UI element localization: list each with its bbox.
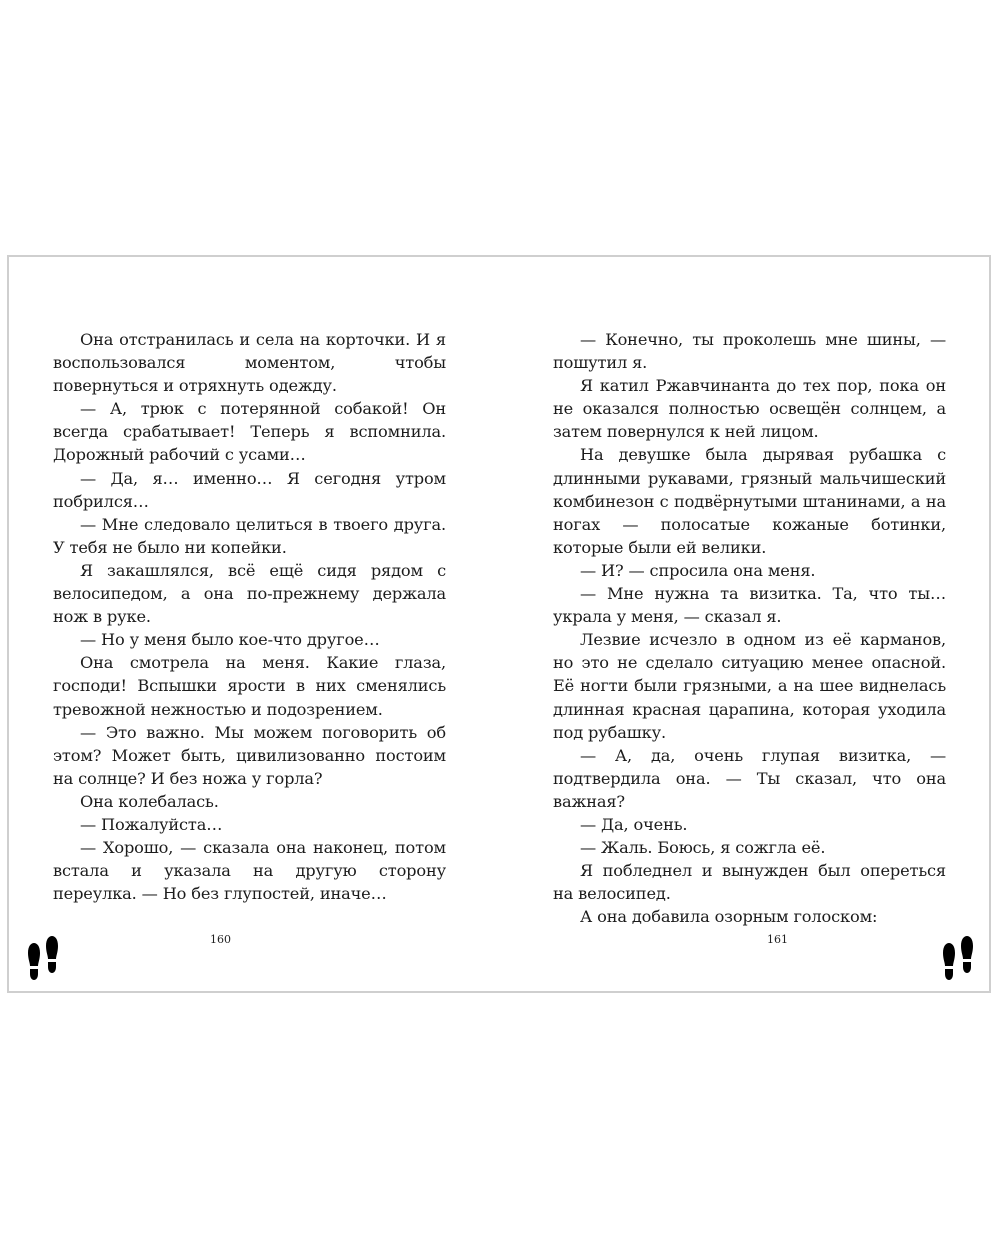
page-number-right: 161 xyxy=(767,933,788,946)
paragraph: — Хорошо, — сказала она наконец, потом встала и указала на другую сторону переулка. — Но без глупостей, иначе… xyxy=(53,838,446,904)
paragraph: — Пожалуйста… xyxy=(80,814,223,834)
paragraph: — Мне нужна та визитка. Та, что ты… украла у меня, — сказал я. xyxy=(553,584,946,627)
paragraph: Она отстранилась и села на корточки. И я воспользовался моментом, чтобы повернуться и отряхнуть одежду. xyxy=(53,330,446,396)
paragraph: Я побледнел и вынужден был опереться на велосипед. xyxy=(553,861,946,904)
paragraph: Она колебалась. xyxy=(80,791,219,811)
paragraph: На девушке была дырявая рубашка с длинными рукавами, грязный мальчишеский комбинезон с подвёрнутыми штанинами, а на ногах — полосатые кожаные ботинки, которые были ей велики. xyxy=(553,445,946,557)
right-page-text xyxy=(553,328,946,928)
paragraph: — Жаль. Боюсь, я сожгла её. xyxy=(580,838,826,858)
paragraph: Она смотрела на меня. Какие глаза, господи! Вспышки ярости в них сменялись тревожной нежностью и подозрением. xyxy=(53,653,446,719)
paragraph: — Мне следовало целиться в твоего друга. У тебя не было ни копейки. xyxy=(53,514,446,557)
paragraph: — А, трюк с потерянной собакой! Он всегда срабатывает! Теперь я вспомнила. Дорожный рабочий с усами… xyxy=(53,399,446,465)
footprints-icon xyxy=(940,936,978,980)
paragraph: А она добавила озорным голоском: xyxy=(580,907,878,927)
paragraph: — А, да, очень глупая визитка, — подтвердила она. — Ты сказал, что она важная? xyxy=(553,745,946,811)
footprints-icon xyxy=(25,936,63,980)
paragraph: Я катил Ржавчинанта до тех пор, пока он не оказался полностью освещён солнцем, а затем повернулся к ней лицом. xyxy=(553,376,946,442)
paragraph: — Конечно, ты проколешь мне шины, — пошутил я. xyxy=(553,330,946,373)
paragraph: Я закашлялся, всё ещё сидя рядом с велосипедом, а она по-прежнему держала нож в руке. xyxy=(53,560,446,627)
left-page-text xyxy=(53,328,446,905)
paragraph: — Это важно. Мы можем поговорить об этом? Может быть, цивилизованно постоим на солнце? И без ножа у горла? xyxy=(53,722,446,788)
page-number-left: 160 xyxy=(210,933,231,946)
paragraph: — Да, очень. xyxy=(580,814,688,834)
paragraph: — Но у меня было кое-что другое… xyxy=(80,630,380,650)
paragraph: Лезвие исчезло в одном из её карманов, но это не сделало ситуацию менее опасной. Её ногти были грязными, а на шее виднелась длинная красная царапина, которая уходила под рубашку. xyxy=(553,630,946,742)
paragraph: — И? — спросила она меня. xyxy=(580,560,816,580)
paragraph: — Да, я… именно… Я сегодня утром побрился… xyxy=(53,468,446,511)
